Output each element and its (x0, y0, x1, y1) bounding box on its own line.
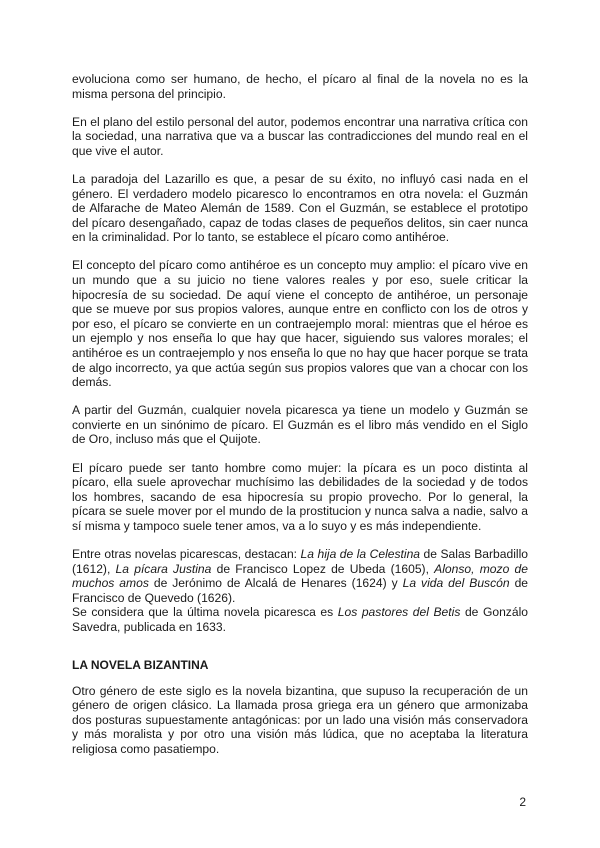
page-number: 2 (519, 795, 526, 809)
novel-title: La pícara Justina (115, 561, 212, 576)
page-body (72, 72, 528, 770)
paragraph-author-style: En el plano del estilo personal del autor, podemos encontrar una narrativa crítica con la sociedad, una narrativa que va a buscar las contradicciones del mundo real en el que vive el autor. (72, 114, 528, 158)
novel-title: La vida del Buscón (402, 576, 510, 591)
novel-title: Los pastores del Betis (337, 605, 461, 620)
paragraph-pícaro-evolution: evoluciona como ser humano, de hecho, el pícaro al final de la novela no es la misma persona del principio. (72, 72, 528, 101)
paragraph-other-novels: Entre otras novelas picarescas, destacan: La hija de la Celestina de Salas Barbadillo (1612), La pícara Justina de Francisco Lopez de Ubeda (1605), Alonso, mozo de muchos amos de Jerónimo de Alcalá de Henares (1624) y La vida del Buscón de Francisco de Quevedo (1626). (72, 547, 529, 605)
novel-title: Alonso, mozo de muchos amos (72, 561, 528, 591)
paragraph-antihero-concept: El concepto del pícaro como antihéroe es un concepto muy amplio: el pícaro vive en un mundo que a su juicio no tiene valores reales y por eso, suele criticar la hipocresía de su sociedad. De aquí viene el concepto de antihéroe, un personaje que se mueve por sus propios valores, aunque entre en conflicto con los de otros y por eso, el pícaro se convierte en un contraejemplo moral: mientras que el héroe es un ejemplo y nos enseña lo que hay que hacer, siguiendo sus valores morales; el antihéroe es un contraejemplo y nos enseña lo que no hay que hacer porque se trata de algo incorrecto, ya que actúa según sus propios valores que van a chocar con los demás. (72, 258, 528, 390)
paragraph-picara: El pícaro puede ser tanto hombre como mujer: la pícara es un poco distinta al pícaro, ella suele aprovechar muchísimo las debilidades de la sociedad y de todos los hombres, sacando de esa hipocresía su propio provecho. Por lo general, la pícara se suele mover por el mundo de la prostitucion y nunca salva a nadie, salvo a sí misma y tampoco suele tener amos, va a lo suyo y es más independiente. (72, 460, 528, 533)
paragraph-byzantine-novel: Otro género de este siglo es la novela bizantina, que supuso la recuperación de un género de origen clásico. La llamada prosa griega era un género que armonizaba dos posturas supuestamente antagónicas: por un lado una visión más conservadora y más moralista y por otro una visión más lúdica, que no aceptaba la literatura religiosa como pasatiempo. (72, 683, 528, 756)
paragraph-lazarillo-paradox: La paradoja del Lazarillo es que, a pesar de su éxito, no influyó casi nada en el género. El verdadero modelo picaresco lo encontramos en otra novela: el Guzmán de Alfarache de Mateo Alemán de 1589. Con el Guzmán, se establece el prototipo del pícaro desengañado, capaz de todas clases de pequeños delitos, sin caer nunca en la criminalidad. Por lo tanto, se establece el pícaro como antihéroe. (72, 171, 528, 245)
novel-title: La hija de la Celestina (300, 547, 421, 562)
section-heading: LA NOVELA BIZANTINA (72, 657, 209, 672)
paragraph-guzman-model: A partir del Guzmán, cualquier novela picaresca ya tiene un modelo y Guzmán se convierte en un sinónimo de pícaro. El Guzmán es el libro más vendido en el Siglo de Oro, incluso más que el Quijote. (72, 403, 528, 447)
paragraph-last-picaresque: Se considera que la última novela picaresca es Los pastores del Betis de Gonzálo Savedra, publicada en 1633. (72, 605, 528, 634)
